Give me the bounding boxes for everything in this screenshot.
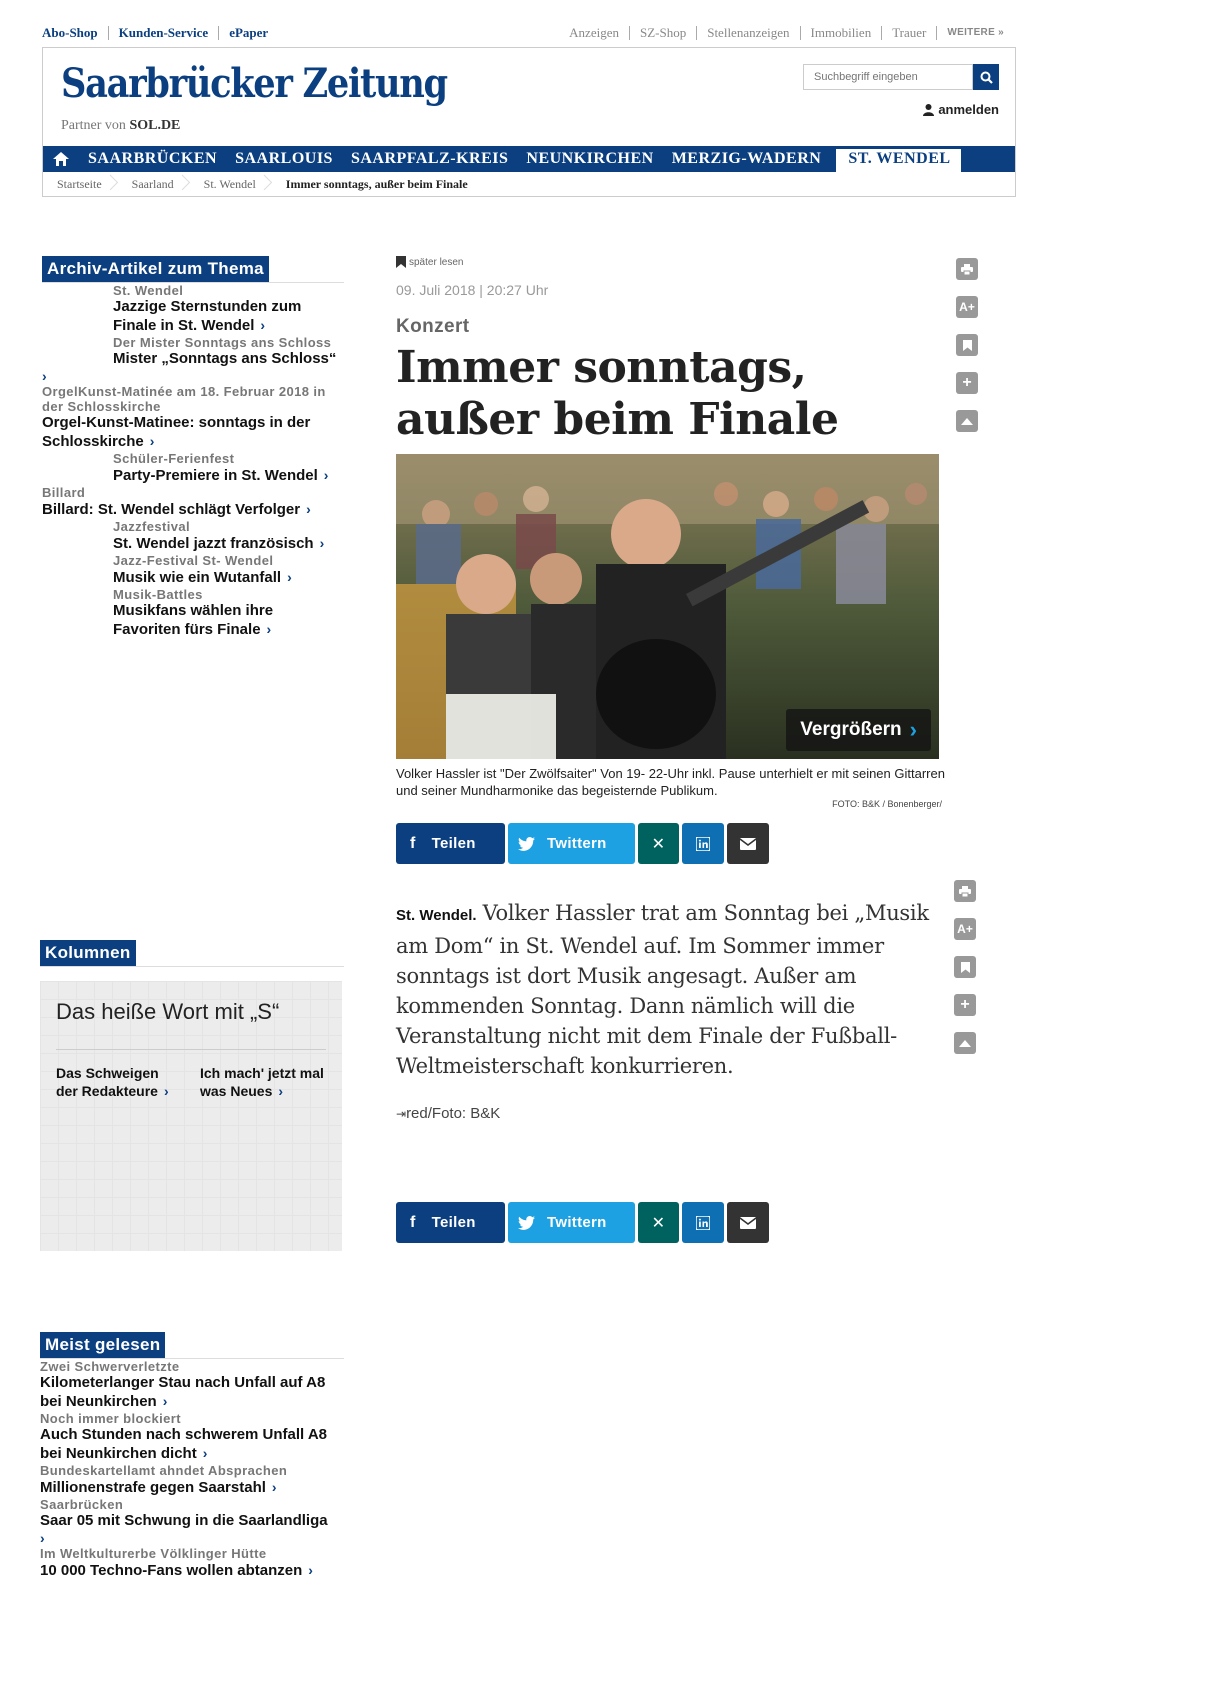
list-item[interactable]	[40, 1359, 344, 1411]
list-item-headline: Mister „Sonntags ans Schloss“	[113, 350, 337, 367]
chevron-up-icon	[961, 418, 973, 425]
nav-item-saarbruecken[interactable]: SAARBRÜCKEN	[88, 150, 218, 167]
bookmark-button[interactable]	[954, 956, 976, 978]
abo-shop-link[interactable]: Abo-Shop	[42, 25, 98, 40]
list-item-headline: Musikfans wählen ihre Favoriten fürs Finale ›	[113, 602, 274, 638]
list-item[interactable]	[42, 587, 344, 639]
chevron-right-icon: ›	[40, 1530, 45, 1546]
list-item-kicker: Saarbrücken	[40, 1497, 124, 1512]
email-share-button[interactable]	[727, 1202, 769, 1243]
kolumne-link[interactable]: Das Schweigen der Redakteure ›	[56, 1065, 169, 1099]
stellenanzeigen-link[interactable]: Stellenanzeigen	[696, 26, 799, 40]
xing-icon: ✕	[651, 835, 666, 853]
trauer-link[interactable]: Trauer	[881, 26, 936, 40]
search-icon	[980, 71, 993, 84]
immobilien-link[interactable]: Immobilien	[800, 26, 882, 40]
list-item-headline: Musik wie ein Wutanfall ›	[113, 569, 292, 586]
twitter-share-button[interactable]	[508, 1202, 635, 1243]
chevron-right-icon: ›	[271, 1479, 277, 1495]
article-kicker: Konzert	[396, 316, 470, 337]
chevron-right-icon: ›	[149, 433, 155, 449]
home-button[interactable]	[43, 146, 79, 172]
author-arrow-icon: ⇥	[396, 1107, 407, 1121]
envelope-icon	[740, 838, 756, 850]
login-label: anmelden	[938, 102, 999, 117]
facebook-icon: f	[410, 1213, 416, 1231]
breadcrumb-st-wendel[interactable]: St. Wendel	[190, 177, 272, 192]
read-later-label: später lesen	[409, 256, 464, 268]
add-button[interactable]	[956, 372, 978, 394]
home-icon	[53, 152, 69, 166]
photo-credit: FOTO: B&K / Bonenberger/	[832, 799, 942, 809]
bookmark-icon	[961, 962, 970, 973]
share-bar-top	[396, 823, 946, 864]
chevron-right-icon: ›	[162, 1393, 168, 1409]
chevron-right-icon: ›	[308, 1562, 313, 1578]
linkedin-icon	[696, 837, 710, 851]
kolumne-title[interactable]: Das heiße Wort mit „S“	[56, 999, 326, 1050]
kunden-service-link[interactable]: Kunden-Service	[108, 26, 219, 40]
article-lead	[396, 898, 946, 1081]
article-tools-top	[956, 258, 978, 432]
nav-item-neunkirchen[interactable]: NEUNKIRCHEN	[526, 150, 654, 167]
list-item-headline: St. Wendel jazzt französisch ›	[113, 535, 325, 552]
twitter-share-button[interactable]	[508, 823, 635, 864]
partner-prefix: Partner von	[61, 118, 126, 133]
search-input[interactable]	[803, 64, 973, 90]
font-size-button[interactable]: A+	[954, 918, 976, 940]
chevron-right-icon: ›	[266, 621, 272, 637]
xing-icon: ✕	[651, 1214, 666, 1232]
list-item[interactable]	[42, 519, 344, 553]
chevron-right-icon: ›	[278, 1083, 284, 1099]
photo-caption: Volker Hassler ist "Der Zwölfsaiter" Von 19- 22-Uhr inkl. Pause unterhielt er mit seinen Gittarren und seiner Mundharmonike das begeisternde Publikum.	[396, 766, 945, 798]
scroll-top-button[interactable]	[954, 1032, 976, 1054]
site-header	[42, 47, 1016, 197]
xing-share-button[interactable]	[638, 823, 679, 864]
list-item[interactable]	[40, 1546, 344, 1580]
nav-item-saarlouis[interactable]: SAARLOUIS	[235, 150, 333, 167]
linkedin-share-button[interactable]	[682, 823, 724, 864]
list-item-kicker: Im Weltkulturerbe Völklinger Hütte	[40, 1546, 267, 1561]
top-links-bar	[42, 26, 1014, 46]
scroll-top-button[interactable]	[956, 410, 978, 432]
chevron-right-icon: ›	[287, 569, 292, 585]
login-link[interactable]	[923, 102, 999, 117]
list-item[interactable]	[40, 1497, 344, 1546]
list-item[interactable]	[42, 283, 344, 335]
meist-gelesen	[40, 1332, 344, 1580]
anzeigen-link[interactable]: Anzeigen	[569, 25, 619, 40]
author-label: red/Foto: B&K	[406, 1105, 501, 1122]
linkedin-share-button[interactable]	[682, 1202, 724, 1243]
chevron-right-icon: ›	[202, 1445, 208, 1461]
nav-item-saarpfalz-kreis[interactable]: SAARPFALZ-KREIS	[350, 150, 509, 167]
print-button[interactable]	[954, 880, 976, 902]
list-item-kicker: OrgelKunst-Matinée am 18. Februar 2018 in der Schlosskirche	[42, 384, 326, 414]
twitter-share-label: Twittern	[547, 835, 607, 852]
list-item[interactable]	[40, 1463, 344, 1497]
partner-name[interactable]: SOL.DE	[129, 118, 181, 133]
market-links	[559, 26, 1014, 40]
chevron-right-icon: ›	[260, 317, 266, 333]
article-date: 09. Juli 2018 | 20:27 Uhr	[396, 282, 549, 298]
list-item-kicker: Billard	[42, 485, 86, 500]
list-item-headline: Orgel-Kunst-Matinee: sonntags in der Schlosskirche ›	[42, 414, 311, 450]
add-button[interactable]	[954, 994, 976, 1016]
facebook-share-label: Teilen	[431, 1214, 476, 1231]
list-item[interactable]	[42, 335, 344, 384]
list-item-headline: Billard: St. Wendel schlägt Verfolger ›	[42, 501, 311, 518]
kolumne-links	[56, 1064, 326, 1100]
article-author	[396, 1105, 946, 1122]
archiv-articles	[42, 256, 344, 639]
list-item-headline: Saar 05 mit Schwung in die Saarlandliga	[40, 1512, 328, 1529]
archiv-title: Archiv-Artikel zum Thema	[42, 256, 269, 282]
epaper-link[interactable]: ePaper	[218, 26, 278, 40]
facebook-icon: f	[410, 834, 416, 852]
chevron-up-icon	[959, 1040, 971, 1047]
search-button[interactable]	[973, 64, 999, 90]
list-item-headline: Kilometerlanger Stau nach Unfall auf A8 bei Neunkirchen ›	[40, 1374, 326, 1410]
share-bar-bottom	[396, 1202, 946, 1243]
list-item-kicker: Zwei Schwerverletzte	[40, 1359, 180, 1374]
kolumnen-title: Kolumnen	[40, 940, 136, 966]
service-links	[42, 26, 278, 40]
chevron-right-icon: ›	[163, 1083, 169, 1099]
list-item-headline: Jazzige Sternstunden zum Finale in St. Wendel ›	[113, 298, 302, 334]
partner-line	[61, 118, 180, 134]
article-tools-body	[954, 880, 976, 1054]
list-item-kicker: Jazzfestival	[113, 519, 191, 534]
breadcrumb	[43, 172, 484, 197]
list-item-headline: 10 000 Techno-Fans wollen abtanzen ›	[40, 1562, 313, 1579]
list-item[interactable]	[42, 553, 344, 587]
list-item-kicker: Schüler-Ferienfest	[113, 451, 235, 466]
print-icon	[961, 264, 973, 275]
kolumnen-header	[40, 940, 344, 967]
list-item-kicker: St. Wendel	[113, 283, 184, 298]
bookmark-button[interactable]	[956, 334, 978, 356]
facebook-share-label: Teilen	[431, 835, 476, 852]
chevron-right-icon: ›	[306, 501, 311, 517]
list-item[interactable]	[40, 1411, 344, 1463]
kolumnen-box	[40, 981, 342, 1251]
breadcrumb-saarland[interactable]: Saarland	[118, 177, 190, 192]
nav-item-st-wendel[interactable]: ST. WENDEL	[836, 146, 960, 172]
list-item-headline: Party-Premiere in St. Wendel ›	[113, 467, 329, 484]
font-size-button[interactable]: A+	[956, 296, 978, 318]
chevron-right-icon: ›	[42, 368, 47, 384]
plus-icon: +	[960, 996, 970, 1013]
list-item[interactable]	[42, 485, 344, 519]
meist-title: Meist gelesen	[40, 1332, 165, 1358]
meist-header	[40, 1332, 344, 1359]
read-later-button[interactable]	[396, 256, 946, 268]
enlarge-button[interactable]	[786, 709, 931, 751]
main-nav	[43, 146, 1015, 172]
sz-shop-link[interactable]: SZ-Shop	[629, 26, 696, 40]
email-share-button[interactable]	[727, 823, 769, 864]
facebook-share-button[interactable]	[396, 823, 505, 864]
kolumnen-section	[40, 940, 344, 1251]
list-item-kicker: Musik-Battles	[113, 587, 203, 602]
linkedin-icon	[696, 1216, 710, 1230]
envelope-icon	[740, 1217, 756, 1229]
article-title: Immer sonntags, außer beim Finale	[396, 342, 839, 445]
print-icon	[959, 886, 971, 897]
list-item[interactable]	[42, 384, 344, 451]
list-item-kicker: Der Mister Sonntags ans Schloss	[113, 335, 332, 350]
site-logo[interactable]: Saarbrücker Zeitung	[61, 60, 447, 107]
twitter-icon	[518, 837, 535, 851]
xing-share-button[interactable]	[638, 1202, 679, 1243]
enlarge-label: Vergrößern	[800, 719, 902, 740]
twitter-share-label: Twittern	[547, 1214, 607, 1231]
bookmark-icon	[963, 340, 972, 351]
user-icon	[923, 104, 934, 116]
article-place: St. Wendel.	[396, 907, 477, 924]
twitter-icon	[518, 1216, 535, 1230]
article-lead-text: Volker Hassler trat am Sonntag bei „Musik am Dom“ in St. Wendel auf. Im Sommer immer sonntags ist dort Musik angesagt. Außer am kommenden Sonntag. Dann nämlich will die Veranstaltung nicht mit dem Finale der Fußball-Weltmeisterschaft konkurrieren.	[396, 901, 929, 1078]
nav-item-merzig-wadern[interactable]: MERZIG-WADERN	[671, 150, 822, 167]
list-item-headline: Auch Stunden nach schwerem Unfall A8 bei Neunkirchen dicht ›	[40, 1426, 327, 1462]
print-button[interactable]	[956, 258, 978, 280]
archiv-header	[42, 256, 344, 283]
breadcrumb-startseite[interactable]: Startseite	[43, 177, 118, 192]
list-item[interactable]	[42, 451, 344, 485]
chevron-right-icon: ›	[323, 467, 329, 483]
kolumne-link[interactable]: Ich mach' jetzt mal was Neues ›	[200, 1065, 324, 1099]
chevron-right-icon: ›	[909, 717, 917, 742]
chevron-right-icon: ›	[319, 535, 325, 551]
list-item-kicker: Noch immer blockiert	[40, 1411, 181, 1426]
list-item-headline: Millionenstrafe gegen Saarstahl ›	[40, 1479, 277, 1496]
breadcrumb-current: Immer sonntags, außer beim Finale	[285, 177, 468, 191]
plus-icon: +	[962, 374, 972, 391]
search-form	[803, 64, 999, 90]
list-item-kicker: Bundeskartellamt ahndet Absprachen	[40, 1463, 288, 1478]
article-photo[interactable]	[396, 454, 939, 759]
article	[396, 256, 946, 1243]
facebook-share-button[interactable]	[396, 1202, 505, 1243]
weitere-link[interactable]: WEITERE »	[936, 26, 1014, 40]
list-item-kicker: Jazz-Festival St- Wendel	[113, 553, 274, 568]
bookmark-icon	[396, 256, 406, 268]
